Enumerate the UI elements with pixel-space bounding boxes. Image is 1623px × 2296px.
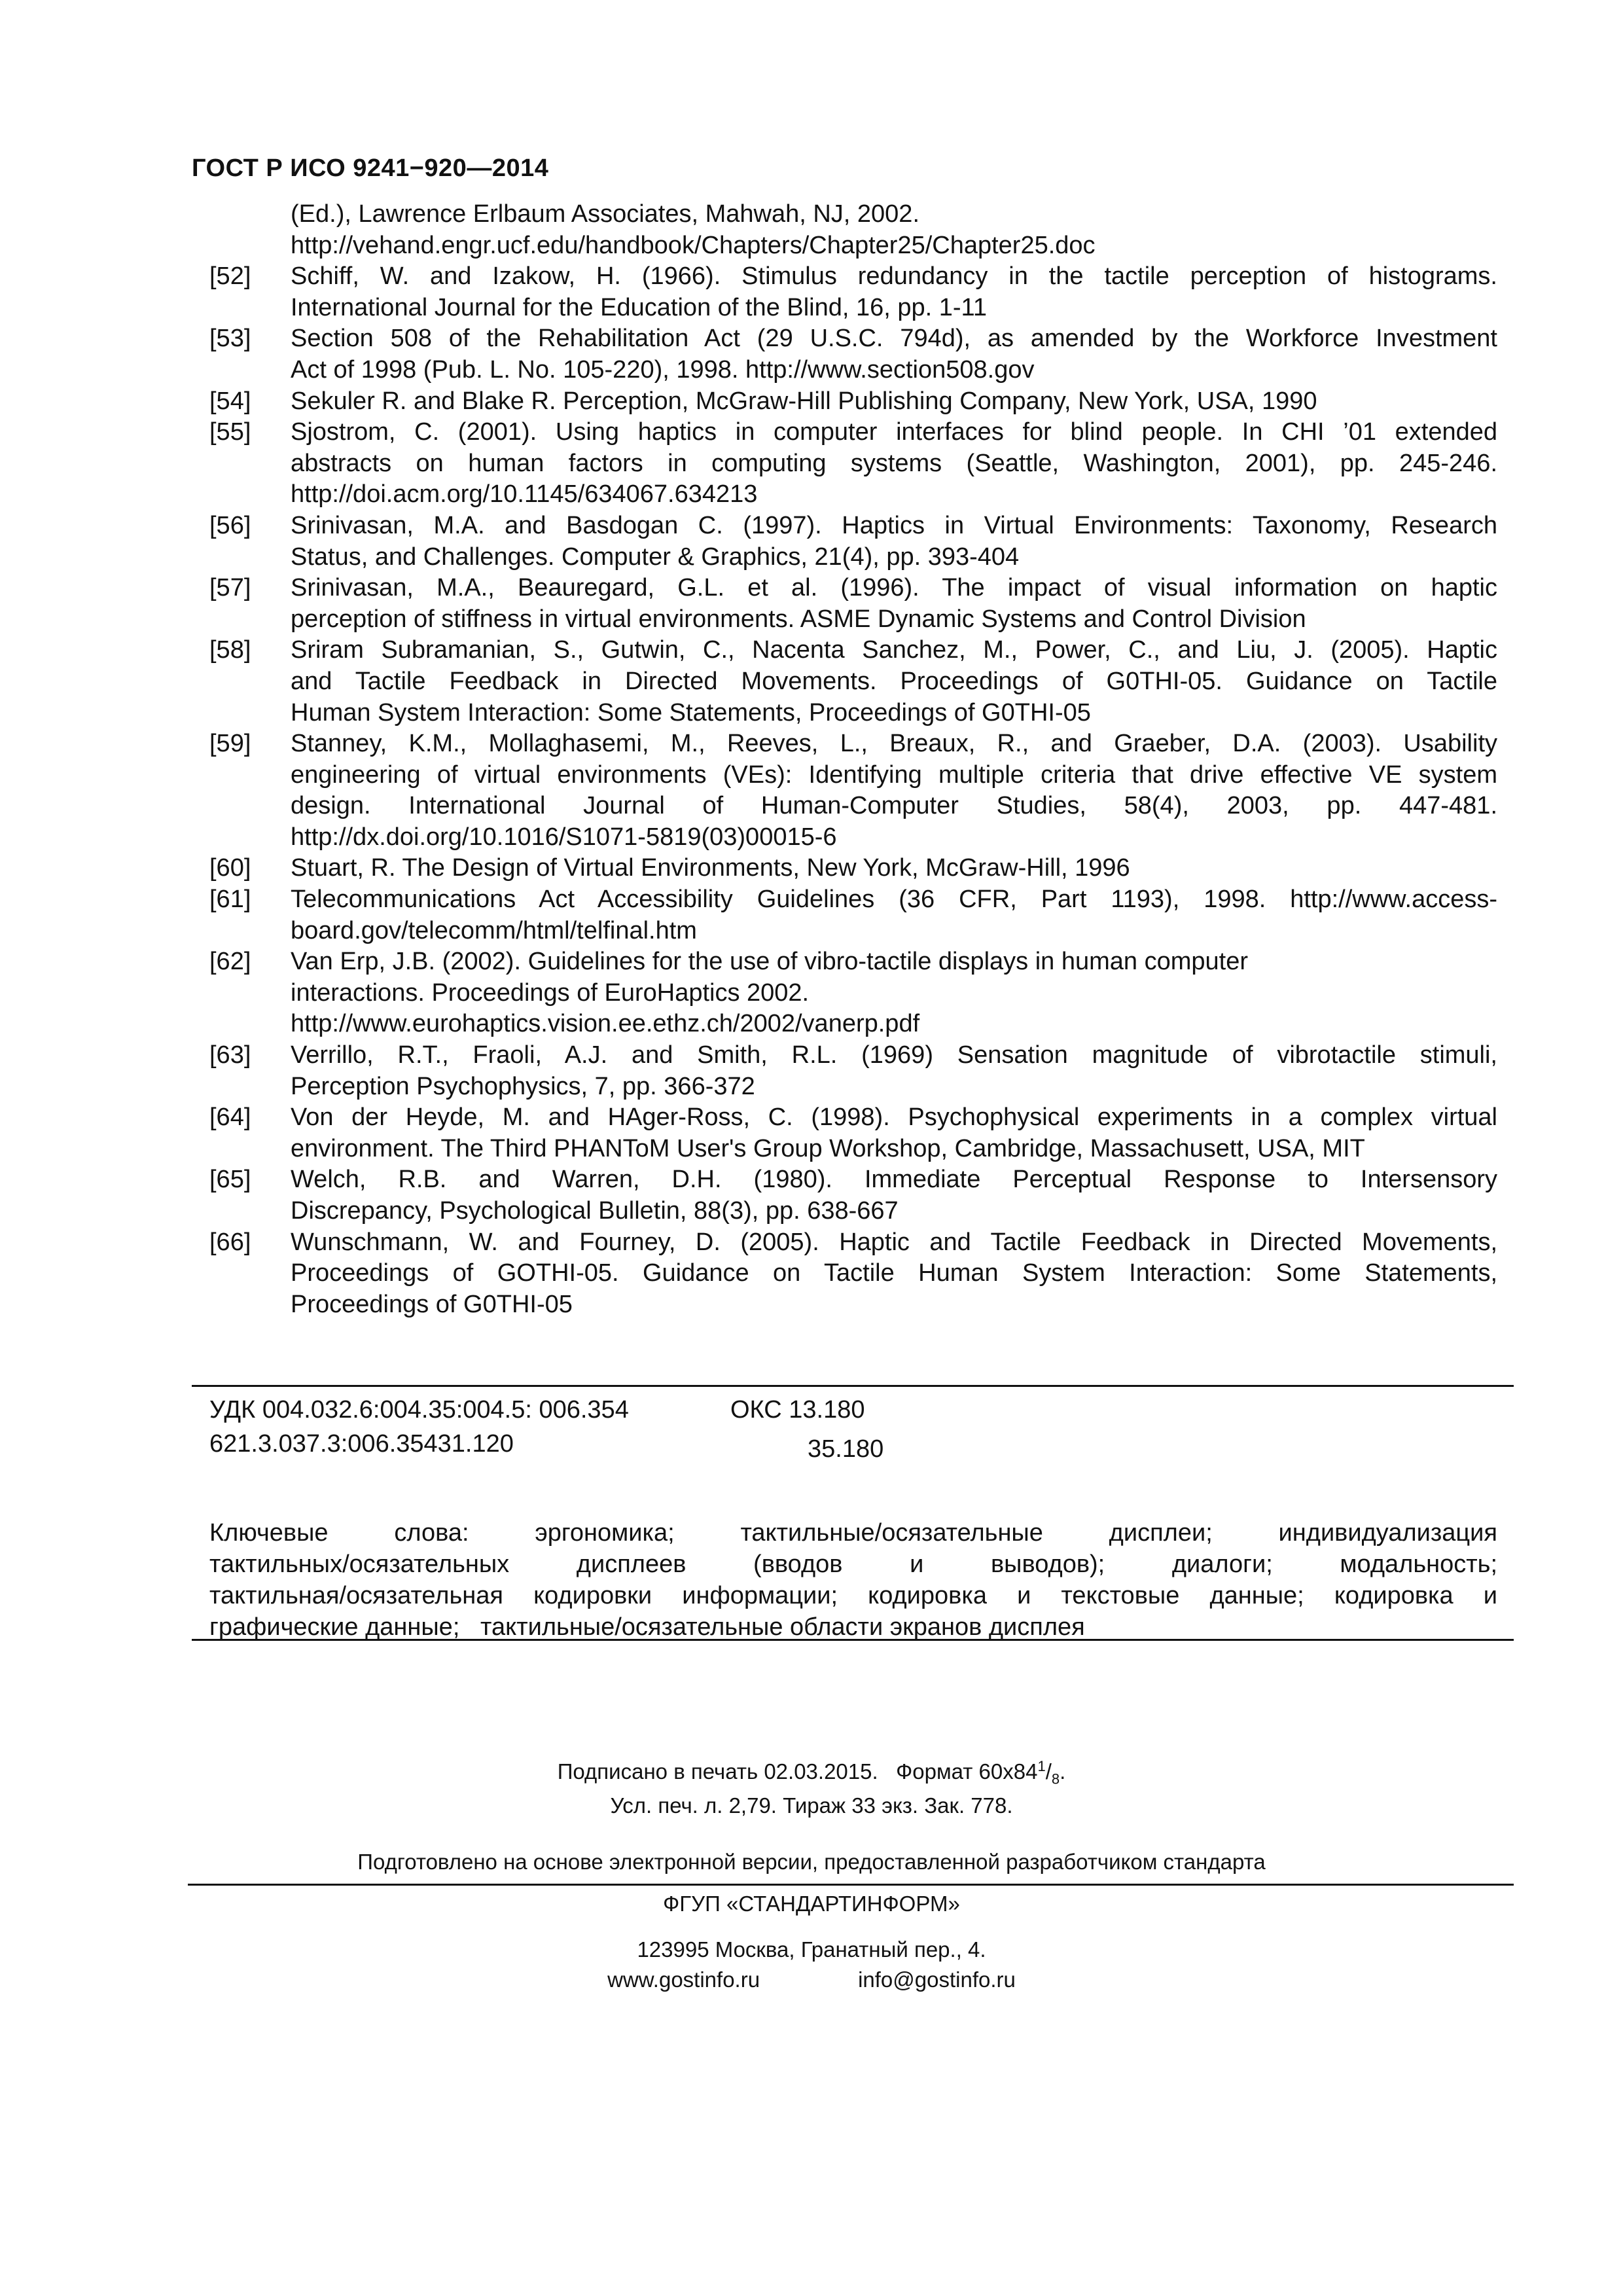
reference-text-line: International Journal for the Education of the Blind, 16, pp. 1-11 [291, 293, 987, 321]
reference-number: [63] [209, 1041, 251, 1069]
reference-continuation-url: http://vehand.engr.ucf.edu/handbook/Chapters/Chapter25/Chapter25.doc [291, 231, 1096, 259]
keywords-line: тактильных/осязательных дисплеев (вводов и выводов); диалоги; модальность; [209, 1551, 1497, 1578]
format-numerator: 1 [1037, 1758, 1046, 1774]
reference-62 [209, 946, 1497, 1040]
imprint-print-info: Усл. печ. л. 2,79. Тираж 33 экз. Зак. 778. [610, 1793, 1013, 1818]
reference-text-line: Proceedings of GOTHI-05. Guidance on Tactile Human System Interaction: Some Statements, [291, 1259, 1497, 1287]
reference-number: [64] [209, 1103, 251, 1132]
publisher-contacts [0, 1967, 1623, 1992]
reference-number: [58] [209, 636, 251, 664]
publisher-name: ФГУП «СТАНДАРТИНФОРМ» [663, 1892, 960, 1916]
reference-text-line: design. International Journal of Human-Computer Studies, 58(4), 2003, pp. 447-481. [291, 792, 1497, 820]
format-denominator: 8 [1051, 1770, 1060, 1787]
reference-text-line: http://dx.doi.org/10.1016/S1071-5819(03)00015-6 [291, 823, 837, 851]
reference-number: [60] [209, 854, 251, 882]
reference-text-line: http://www.eurohaptics.vision.ee.ethz.ch/2002/vanerp.pdf [291, 1010, 920, 1038]
reference-text-line: Proceedings of G0THI-05 [291, 1290, 573, 1318]
divider-publisher [188, 1884, 1514, 1886]
reference-53 [209, 323, 1497, 386]
reference-text-line: Act of 1998 (Pub. L. No. 105-220), 1998. http://www.section508.gov [291, 355, 1035, 384]
publisher-email[interactable]: info@gostinfo.ru [858, 1967, 1016, 1992]
reference-number: [56] [209, 511, 251, 539]
keywords-line: графические данные; тактильные/осязательные области экранов дисплея [209, 1613, 1085, 1641]
reference-number: [57] [209, 574, 251, 602]
reference-text-line: Verrillo, R.T., Fraoli, A.J. and Smith, R.L. (1969) Sensation magnitude of vibrotactile stimuli, [291, 1041, 1497, 1069]
udk-block [209, 1393, 629, 1461]
imprint-prepared: Подготовлено на основе электронной версии, предоставленной разработчиком стандарта [357, 1850, 1266, 1874]
standard-header: ГОСТ Р ИСО 9241−920—2014 [192, 154, 549, 182]
reference-text-line: Stanney, K.M., Mollaghasemi, M., Reeves, L., Breaux, R., and Graeber, D.A. (2003). Usability [291, 730, 1497, 758]
reference-54 [209, 386, 1497, 418]
reference-59 [209, 728, 1497, 853]
reference-55 [209, 417, 1497, 511]
reference-text-line: Perception Psychophysics, 7, pp. 366-372 [291, 1072, 755, 1100]
reference-text-line: engineering of virtual environments (VEs): Identifying multiple criteria that drive effective VE system [291, 761, 1497, 789]
reference-text-line: Status, and Challenges. Computer & Graphics, 21(4), pp. 393-404 [291, 543, 1020, 571]
reference-number: [54] [209, 387, 251, 415]
signed-text: Подписано в печать 02.03.2015. Формат 60x84 [557, 1759, 1038, 1784]
reference-text-line: Sekuler R. and Blake R. Perception, McGraw-Hill Publishing Company, New York, USA, 1990 [291, 387, 1317, 415]
reference-text-line: perception of stiffness in virtual environments. ASME Dynamic Systems and Control Division [291, 605, 1306, 633]
reference-text-line: Telecommunications Act Accessibility Guidelines (36 CFR, Part 1193), 1998. http://www.access- [291, 886, 1497, 914]
reference-text-line: Stuart, R. The Design of Virtual Environments, New York, McGraw-Hill, 1996 [291, 854, 1130, 882]
reference-text-line: Sriram Subramanian, S., Gutwin, C., Nacenta Sanchez, M., Power, C., and Liu, J. (2005). Haptic [291, 636, 1497, 664]
reference-text-line: Discrepancy, Psychological Bulletin, 88(3), pp. 638-667 [291, 1197, 899, 1225]
divider-keywords [192, 1639, 1514, 1641]
reference-number: [61] [209, 886, 251, 914]
reference-continuation-line: (Ed.), Lawrence Erlbaum Associates, Mahwah, NJ, 2002. [291, 200, 920, 228]
reference-text-line: interactions. Proceedings of EuroHaptics 2002. [291, 978, 810, 1007]
format-end: . [1060, 1759, 1066, 1784]
keywords-line: тактильная/осязательная кодировки информации; кодировка и текстовые данные; кодировка и [209, 1582, 1497, 1609]
reference-66 [209, 1227, 1497, 1321]
reference-text-line: http://doi.acm.org/10.1145/634067.634213 [291, 480, 758, 509]
reference-text-line: Srinivasan, M.A. and Basdogan C. (1997). Haptics in Virtual Environments: Taxonomy, Research [291, 511, 1497, 539]
reference-52 [209, 261, 1497, 323]
reference-58 [209, 635, 1497, 728]
reference-text-line: Wunschmann, W. and Fourney, D. (2005). Haptic and Tactile Feedback in Directed Movements, [291, 1228, 1497, 1256]
reference-text-line: abstracts on human factors in computing systems (Seattle, Washington, 2001), pp. 245-246. [291, 449, 1497, 477]
reference-65 [209, 1164, 1497, 1227]
reference-text-line: Sjostrom, C. (2001). Using haptics in computer interfaces for blind people. In CHI ’01 extended [291, 418, 1497, 446]
reference-56 [209, 511, 1497, 573]
oks-code: 35.180 [808, 1435, 884, 1463]
reference-text-line: Von der Heyde, M. and HAger-Ross, C. (1998). Psychophysical experiments in a complex virtual [291, 1103, 1497, 1132]
reference-60 [209, 853, 1497, 884]
reference-text-line: environment. The Third PHANToM User's Group Workshop, Cambridge, Massachusett, USA, MIT [291, 1134, 1365, 1162]
reference-number: [52] [209, 262, 251, 291]
reference-number: [66] [209, 1228, 251, 1256]
reference-number: [65] [209, 1166, 251, 1194]
reference-text-line: board.gov/telecomm/html/telfinal.htm [291, 916, 697, 944]
reference-61 [209, 884, 1497, 946]
reference-64 [209, 1102, 1497, 1164]
reference-number: [55] [209, 418, 251, 446]
divider-top [192, 1385, 1514, 1387]
reference-63 [209, 1040, 1497, 1102]
reference-text-line: Van Erp, J.B. (2002). Guidelines for the use of vibro-tactile displays in human computer [291, 948, 1249, 976]
reference-57 [209, 573, 1497, 635]
publisher-address: 123995 Москва, Гранатный пер., 4. [637, 1937, 986, 1962]
publisher-website[interactable]: www.gostinfo.ru [607, 1967, 760, 1992]
reference-text-line: Srinivasan, M.A., Beauregard, G.L. et al. (1996). The impact of visual information on haptic [291, 574, 1497, 602]
reference-text-line: and Tactile Feedback in Directed Movements. Proceedings of G0THI-05. Guidance on Tactile [291, 667, 1497, 695]
keywords-block [209, 1517, 1497, 1643]
reference-text-line: Schiff, W. and Izakow, H. (1966). Stimulus redundancy in the tactile perception of histograms. [291, 262, 1497, 291]
keywords-line: Ключевые слова: эргономика; тактильные/осязательные дисплеи; индивидуализация [209, 1519, 1497, 1547]
reference-number: [53] [209, 325, 251, 353]
reference-text-line: Welch, R.B. and Warren, D.H. (1980). Immediate Perceptual Response to Intersensory [291, 1166, 1497, 1194]
udk-line: УДК 004.032.6:004.35:004.5: 006.354 [209, 1396, 629, 1424]
reference-text-line: Human System Interaction: Some Statements, Proceedings of G0THI-05 [291, 698, 1091, 726]
imprint-signed: Подписано в печать 02.03.2015. Формат $60x84^1/_8$. [557, 1758, 1066, 1787]
reference-text-line: Section 508 of the Rehabilitation Act (29 U.S.C. 794d), as amended by the Workforce Investment [291, 325, 1497, 353]
udk-line: 621.3.037.3:006.35431.120 [209, 1430, 514, 1458]
reference-number: [59] [209, 730, 251, 758]
oks-code: ОКС 13.180 [730, 1396, 865, 1424]
reference-number: [62] [209, 948, 251, 976]
bibliography [209, 199, 1497, 1320]
